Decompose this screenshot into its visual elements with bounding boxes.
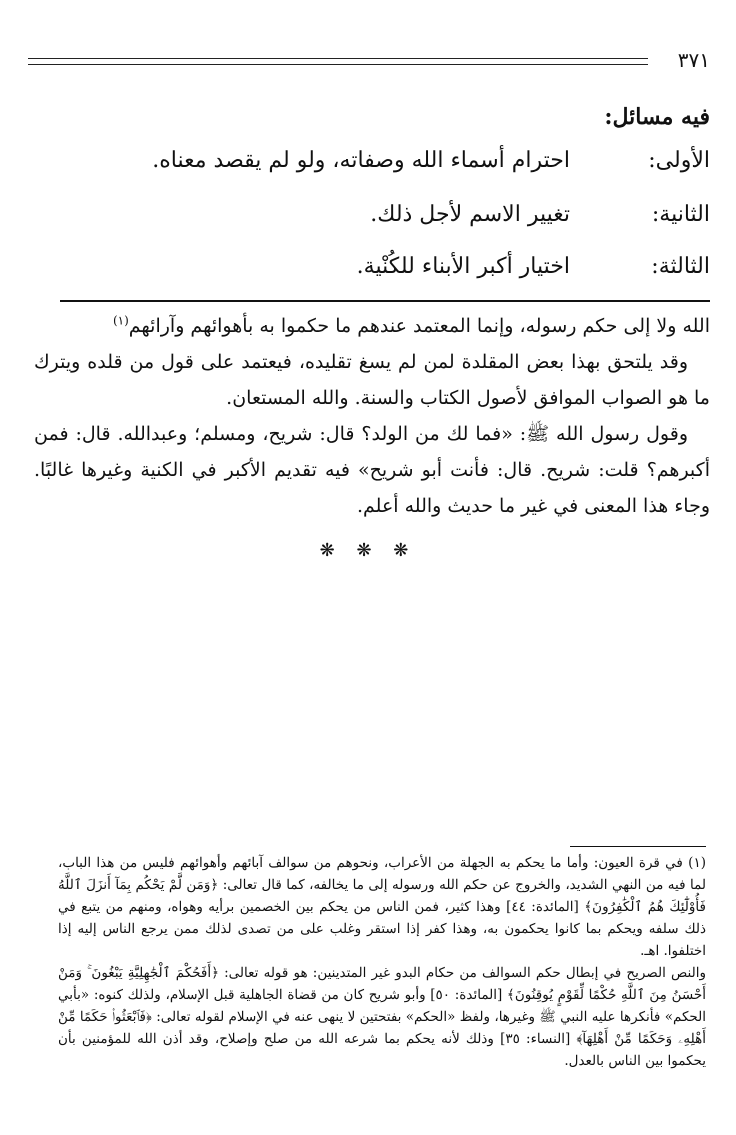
body-text [34, 308, 710, 524]
section-separator: ❋ ❋ ❋ [319, 540, 417, 561]
footnote-rule [570, 846, 706, 847]
page-number: ٣٧١ [677, 48, 710, 72]
footnote-paragraph: والنص الصريح في إبطال حكم السوالف من حكام البدو غير المتدينين: هو قوله تعالى: ﴿أَفَحُكْمَ ٱلْجَٰهِلِيَّةِ يَبْغُونَ ۚ وَمَنْ أَحْسَنُ مِنَ ٱللَّهِ حُكْمًا لِّقَوْمٍ يُوقِنُونَ﴾ [المائدة: ٥٠] وأبو شريح كان من قضاة الجاهلية قبل الإسلام، ولذلك كنوه: «بأبي الحكم» فأنكرها عليه النبي ﷺ وغيرها، ولفظ «الحكم» بفتحتين لا ينهى عنه في الإسلام لقوله تعالى: ﴿فَٱبْعَثُوا۟ حَكَمًا مِّنْ أَهْلِهِۦ وَحَكَمًا مِّنْ أَهْلِهَآ﴾ [النساء: ٣٥] وذلك لأنه يحكم بما شرعه الله من صلح وإصلاح، وقد أذن الله للمؤمنين بأن يحكموا بين الناس بالعدل. [58, 965, 706, 1069]
issue-row-first [40, 141, 710, 181]
footnotes [58, 852, 706, 1072]
body-paragraph: وقد يلتحق بهذا بعض المقلدة لمن لم يسغ تقليده، فيعتمد على قول من قلده ويترك ما هو الصواب الموافق لأصول الكتاب والسنة. والله المستعان. [34, 351, 710, 409]
header-double-rule [28, 58, 648, 65]
issue-label: الأولى: [648, 148, 710, 173]
issue-row-second [40, 195, 710, 235]
issue-label: الثانية: [651, 202, 710, 227]
issue-row-third [40, 247, 710, 287]
issues-heading: فيه مسائل: [604, 104, 710, 130]
body-paragraph-text: الله ولا إلى حكم رسوله، وإنما المعتمد عندهم ما حكموا به بأهوائهم وآرائهم [128, 315, 710, 337]
issue-text: تغيير الاسم لأجل ذلك. [370, 202, 570, 227]
issue-text: احترام أسماء الله وصفاته، ولو لم يقصد معناه. [152, 148, 570, 173]
footnote-paragraph: (١) في قرة العيون: وأما ما يحكم به الجهلة من الأعراب، ونحوهم من سوالف آبائهم وأهوائهم فليس من هذا الباب، لما فيه من النهي الشديد، والخروج عن حكم الله ورسوله إلى ما يخالفه، كما قال تعالى: ﴿وَمَن لَّمْ يَحْكُم بِمَآ أَنزَلَ ٱللَّهُ فَأُوْلَٰٓئِكَ هُمُ ٱلْكَٰفِرُونَ﴾ [المائدة: ٤٤] وهذا كثير، فمن الناس من يحكم بين الخصمين برأيه وهواه، ومنهم من يتبع في ذلك سلفه ويحكم بما كانوا يحكمون به، وهذا كفر إذا استقر وغلب على من تصدى لذلك ممن يرجع الناس إليه إذا اختلفوا. اهـ. [58, 855, 706, 959]
issue-text: اختيار أكبر الأبناء للكُنْية. [356, 254, 570, 279]
section-divider [60, 300, 710, 302]
footnote-marker: (١) [112, 313, 129, 328]
page-header [28, 50, 710, 72]
issue-label: الثالثة: [651, 254, 710, 279]
body-paragraph: وقول رسول الله ﷺ: «فما لك من الولد؟ قال: شريح، ومسلم؛ وعبدالله. قال: فمن أكبرهم؟ قلت: شريح. قال: فأنت أبو شريح» فيه تقديم الأكبر في الكنية وغيرها غالبًا. وجاء هذا المعنى في غير ما حديث والله أعلم. [34, 423, 710, 517]
body-paragraph [34, 308, 710, 344]
